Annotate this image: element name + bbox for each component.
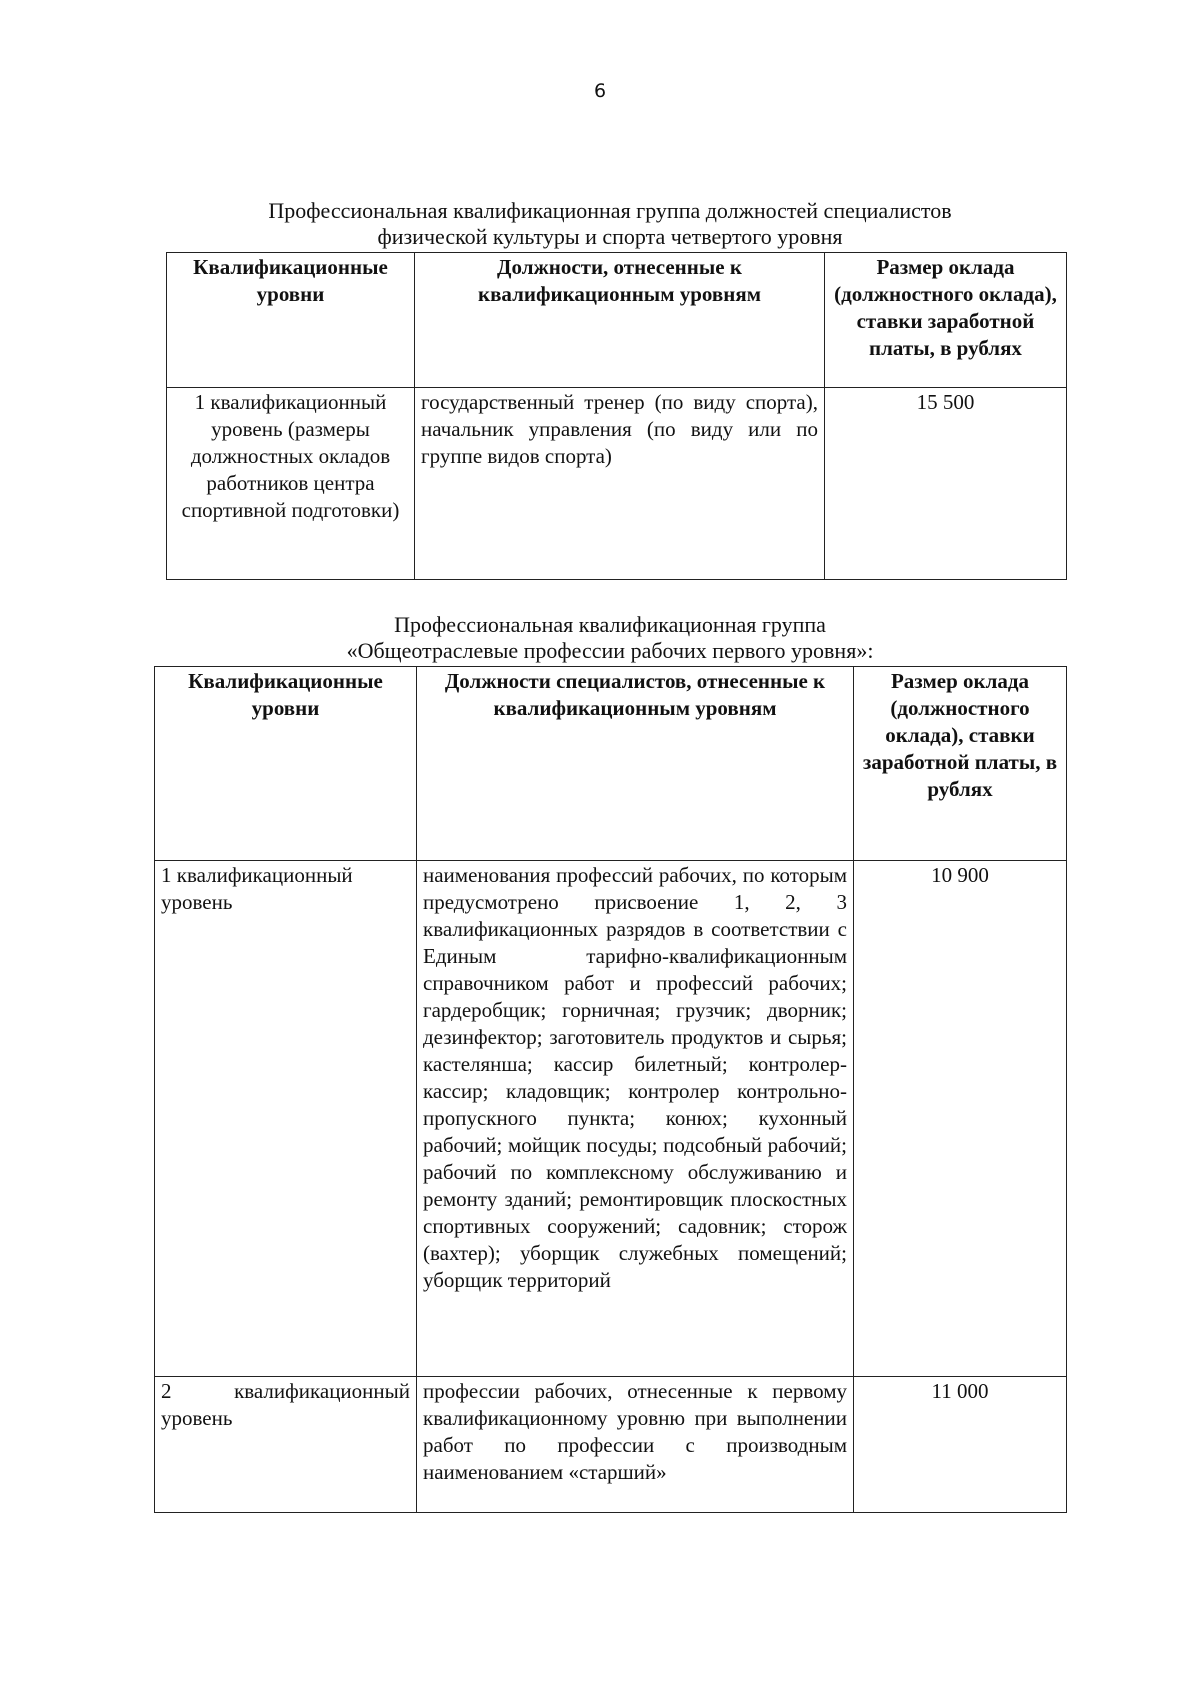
table2-header-row bbox=[155, 667, 1067, 861]
table2-salary-cell-2: 11 000 bbox=[854, 1377, 1067, 1513]
table-row bbox=[155, 861, 1067, 1377]
table2-caption bbox=[160, 612, 1060, 664]
table1-caption bbox=[160, 198, 1060, 250]
table2-header-level: Квалификационные уровни bbox=[155, 667, 417, 861]
table-row bbox=[155, 1377, 1067, 1513]
table-row bbox=[167, 388, 1067, 580]
table1-level-cell: 1 квалификационный уровень (размеры должностных окладов работников центра спортивной подготовки) bbox=[167, 388, 415, 580]
table2-header-positions: Должности специалистов, отнесенные к квалификационным уровням bbox=[417, 667, 854, 861]
table2-level-cell-1: 1 квалификационный уровень bbox=[155, 861, 417, 1377]
table2-positions-cell-1: наименования профессий рабочих, по которым предусмотрено присвоение 1, 2, 3 квалификационных разрядов в соответствии с Единым тарифно-квалификационным справочником работ и профессий рабочих; гардеробщик; горничная; грузчик; дворник; дезинфектор; заготовитель продуктов и сырья; кастелянша; кассир билетный; контролер-кассир; кладовщик; контролер контрольно-пропускного пункта; конюх; кухонный рабочий; мойщик посуды; подсобный рабочий; рабочий по комплексному обслуживанию и ремонту зданий; ремонтировщик плоскостных спортивных сооружений; садовник; сторож (вахтер); уборщик служебных помещений; уборщик территорий bbox=[417, 861, 854, 1377]
table2-header-salary: Размер оклада (должностного оклада), ставки заработной платы, в рублях bbox=[854, 667, 1067, 861]
table2-positions-cell-2: профессии рабочих, отнесенные к первому квалификационному уровню при выполнении работ по профессии с производным наименованием «старший» bbox=[417, 1377, 854, 1513]
qualification-table-1 bbox=[166, 252, 1067, 580]
table2-caption-line2: «Общеотраслевые профессии рабочих первого уровня»: bbox=[346, 638, 874, 663]
table1-caption-line2: физической культуры и спорта четвертого уровня bbox=[377, 224, 843, 249]
table1-header-level: Квалификационные уровни bbox=[167, 253, 415, 388]
table1-header-row bbox=[167, 253, 1067, 388]
qualification-table-2 bbox=[154, 666, 1067, 1513]
table1-positions-cell: государственный тренер (по виду спорта), начальник управления (по виду или по группе видов спорта) bbox=[415, 388, 825, 580]
table1-header-salary: Размер оклада (должностного оклада), ставки заработной платы, в рублях bbox=[825, 253, 1067, 388]
page-number: 6 bbox=[593, 80, 607, 102]
table1-header-positions: Должности, отнесенные к квалификационным уровням bbox=[415, 253, 825, 388]
table1-caption-line1: Профессиональная квалификационная группа должностей специалистов bbox=[268, 198, 952, 223]
table1-salary-cell: 15 500 bbox=[825, 388, 1067, 580]
table2-caption-line1: Профессиональная квалификационная группа bbox=[394, 612, 826, 637]
table2-salary-cell-1: 10 900 bbox=[854, 861, 1067, 1377]
table2-level-cell-2: 2 квалификационный уровень bbox=[155, 1377, 417, 1513]
